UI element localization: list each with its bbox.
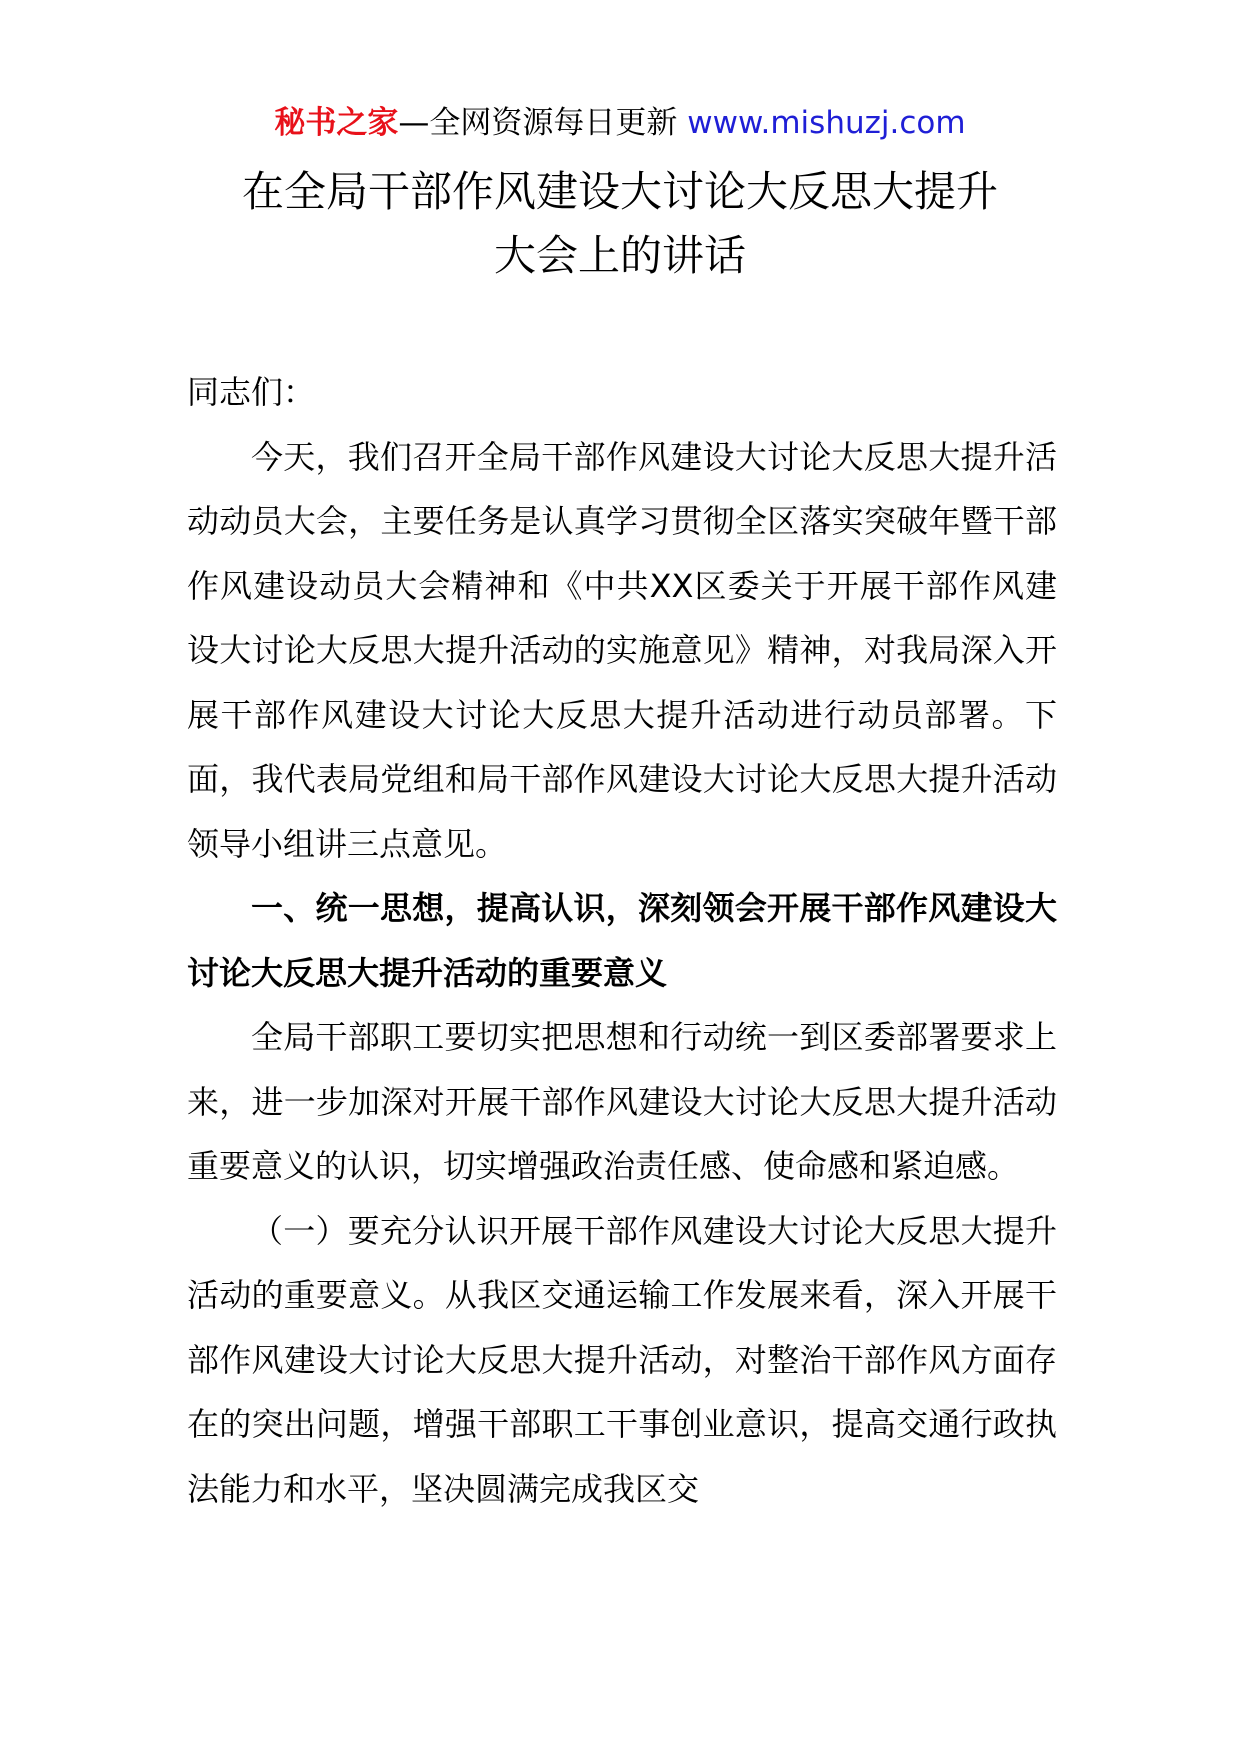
title-line-1: 在全局干部作风建设大讨论大反思大提升 [241,167,998,216]
paragraph-intro: 今天，我们召开全局干部作风建设大讨论大反思大提升活动动员大会，主要任务是认真学习贯彻全区落实突破年暨干部作风建设动员大会精神和《中共XX区委关于开展干部作风建设大讨论大反思大提升活动的实施意见》精神，对我局深入开展干部作风建设大讨论大反思大提升活动进行动员部署。下面，我代表局党组和局干部作风建设大讨论大反思大提升活动领导小组讲三点意见。 [187,437,1057,863]
document-body [187,360,1057,1521]
site-url-link[interactable]: www.mishuzj.com [687,105,966,141]
header-tagline: —全网资源每日更新 [398,105,678,141]
header-banner [0,101,1240,145]
paragraph-subsection-1: （一）要充分认识开展干部作风建设大讨论大反思大提升活动的重要意义。从我区交通运输工作发展来看，深入开展干部作风建设大讨论大反思大提升活动，对整治干部作风方面存在的突出问题，增强干部职工干事创业意识，提高交通行政执法能力和水平，坚决圆满完成我区交 [187,1211,1057,1508]
title-line-2: 大会上的讲话 [493,231,746,280]
document-title [150,160,1090,288]
brand-name: 秘书之家 [274,105,399,141]
salutation: 同志们： [187,373,316,411]
section-heading-1: 一、统一思想，提高认识，深刻领会开展干部作风建设大讨论大反思大提升活动的重要意义 [187,889,1057,992]
paragraph-section-1: 全局干部职工要切实把思想和行动统一到区委部署要求上来，进一步加深对开展干部作风建设大讨论大反思大提升活动重要意义的认识，切实增强政治责任感、使命感和紧迫感。 [187,1018,1057,1185]
